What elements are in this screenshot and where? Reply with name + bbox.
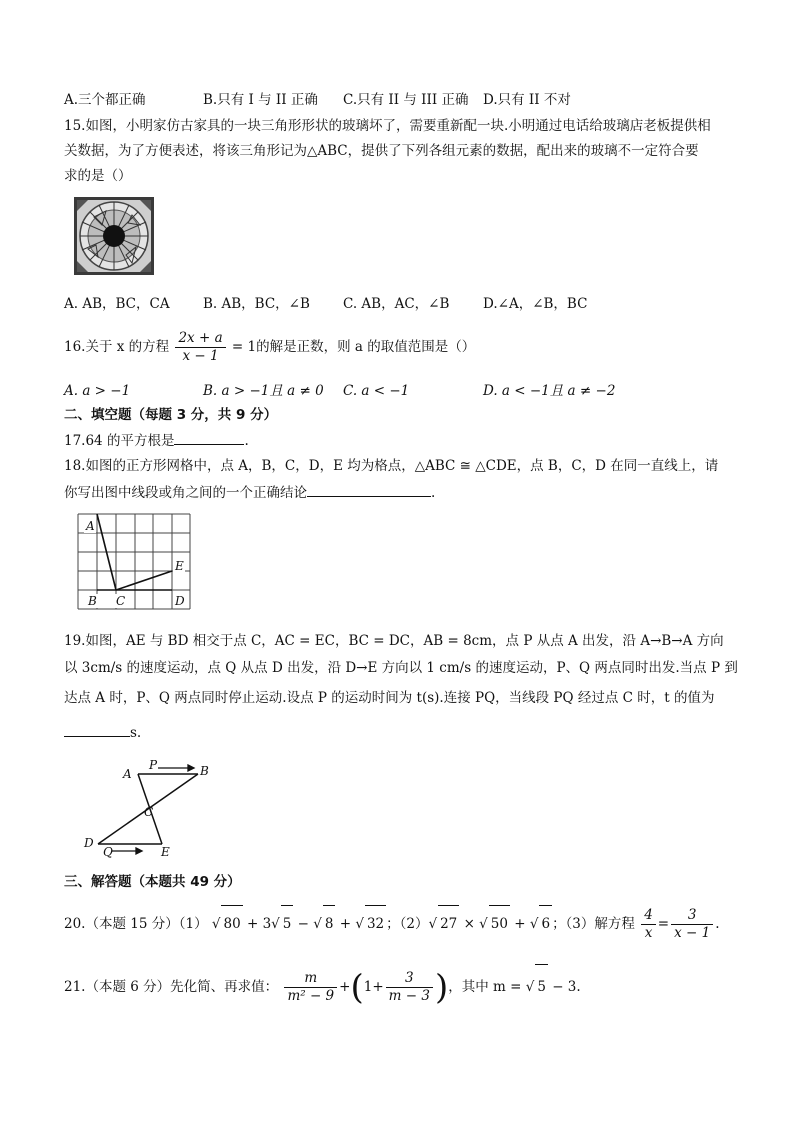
q15-options: [64, 294, 587, 314]
q19-figure: [76, 754, 226, 858]
q18-end: .: [431, 485, 436, 501]
q20-radicand-80: 80: [221, 905, 242, 942]
q18-label-c: C: [116, 594, 126, 608]
q21: 21.（本题 6 分）先化简、再求值： $\frac{m}{\text{m² − 9}}$ +(1+ $\frac{3}{m - 3}$ )，其中 m = √ 5 − 3.: [64, 964, 581, 1009]
q19-end: s.: [130, 725, 142, 741]
q14-option-a: A.三个都正确: [64, 92, 146, 108]
q14-option-c: C.只有 II 与 III 正确: [343, 92, 469, 108]
q19-label-d: D: [84, 836, 94, 850]
q16-fraction-numerator: 2x + a: [175, 330, 225, 348]
q18-line-1: 18.如图的正方形网格中，点 A，B，C，D，E 均为格点，△ABC ≅ △CDE，点 B，C，D 在同一直线上，请: [64, 458, 719, 474]
q20-radicand-50: 50: [489, 905, 510, 942]
q20-part-1: √ 80 + 3√ 5 − √ 8 + √ 32: [212, 916, 386, 932]
q20-radicand-6: 6: [539, 905, 552, 942]
q15-line-3: 求的是（）: [64, 168, 132, 184]
q19-answer-blank[interactable]: [64, 722, 130, 737]
q19-label-p: P: [149, 758, 158, 772]
q20-sep-2: ；（2）: [386, 916, 429, 932]
q19-label-b: B: [200, 764, 209, 778]
q16-suffix: = 1的解是正数，则 a 的取值范围是（）: [231, 339, 476, 355]
q20-part-2: √ 27 × √ 50 + √ 6: [428, 916, 552, 932]
q20-prefix: 20.（本题 15 分）（1）: [64, 916, 208, 932]
q20-sep-3: ；（3）解方程: [552, 916, 635, 932]
q19-label-e: E: [161, 845, 170, 858]
q16-option-b: B. a > −1且 a ≠ 0: [203, 383, 324, 399]
q18-label-b: B: [88, 594, 97, 608]
q19-line-3: 达点 A 时，P、Q 两点同时停止运动.设点 P 的运动时间为 t(s).连接 PQ，当线段 PQ 经过点 C 时，t 的值为: [64, 690, 715, 706]
q18-label-a: A: [86, 519, 95, 533]
q17-text: 17.64 的平方根是: [64, 433, 175, 449]
q15-option-c: C. AB，AC，∠B: [343, 296, 450, 312]
q20-radicand-5: 5: [281, 905, 294, 942]
q20-eq-left-num: 4: [641, 907, 656, 925]
q18-label-d: D: [175, 594, 185, 608]
q20-radicand-8: 8: [323, 905, 336, 942]
q18-line-2-text: 你写出图中线段或角之间的一个正确结论: [64, 485, 307, 501]
q15-glass-figure: [74, 197, 154, 275]
q20-eq-right-den: x − 1: [674, 925, 711, 941]
q18-answer-blank[interactable]: [307, 482, 431, 497]
q21-right-paren: ): [434, 967, 449, 1008]
q15-line-1: 15.如图，小明家仿古家具的一块三角形形状的玻璃坏了，需要重新配一块.小明通过电话给玻璃店老板提供相: [64, 118, 711, 134]
section-3-heading: 三、解答题（本题共 49 分）: [64, 874, 241, 890]
q18-line-2: [64, 482, 435, 503]
q17-answer-blank[interactable]: [174, 430, 244, 445]
q21-fraction-1-den: m² − 9: [287, 988, 335, 1004]
q19-answer-line: [64, 722, 141, 743]
q20-eq-right-fraction: [671, 907, 713, 942]
q20-eq-right-num: 3: [671, 907, 713, 925]
q15-option-b: B. AB，BC，∠B: [203, 296, 310, 312]
q21-fraction-1-num: m: [284, 970, 337, 988]
q21-tail: − 3.: [547, 979, 581, 995]
q17-end: .: [244, 433, 249, 449]
q21-inner-one: 1+: [363, 979, 384, 995]
q14-option-b: B.只有 I 与 II 正确: [203, 92, 318, 108]
q21-fraction-1: [284, 970, 337, 1005]
q14-option-d: D.只有 II 不对: [483, 92, 571, 108]
q15-line-2: 关数据，为了方便表述，将该三角形记为△ABC，提供了下列各组元素的数据，配出来的玻璃不一定符合要: [64, 143, 699, 159]
q21-left-paren: (: [350, 967, 364, 1008]
q18-label-e: E: [175, 559, 184, 573]
q14-options: [64, 90, 571, 110]
q16-fraction: [175, 330, 225, 365]
q21-fraction-2-num: 3: [386, 970, 433, 988]
q19-line-2: 以 3cm/s 的速度运动，点 Q 从点 D 出发，沿 D→E 方向以 1 cm/s 的速度运动，P、Q 两点同时出发.当点 P 到: [64, 660, 738, 676]
q20-radicand-27: 27: [438, 905, 459, 942]
q19-label-q: Q: [103, 845, 113, 858]
q20: 20.（本题 15 分）（1） √ 80 + 3√ 5 − √ 8 + √ 32 ；（2）√ 27 × √ 50 + √ 6 ；（3）解方程 $\frac{4}{x}$ = $\frac{3}{x - 1}$ .: [64, 907, 720, 941]
q18-grid-figure: [74, 510, 194, 612]
section-2-heading: 二、填空题（每题 3 分，共 9 分）: [64, 407, 278, 423]
q21-radicand: 5: [535, 964, 548, 1009]
q17: [64, 430, 249, 451]
q21-prefix: 21.（本题 6 分）先化简、再求值：: [64, 979, 279, 995]
q16-option-d: D. a < −1且 a ≠ −2: [483, 383, 616, 399]
q20-eq-left-fraction: [641, 907, 656, 942]
q21-suffix: ，其中 m =: [448, 979, 526, 995]
q16-option-a: A. a > −1: [64, 383, 131, 399]
q19-label-a: A: [123, 767, 132, 781]
q21-fraction-2-den: m − 3: [388, 988, 430, 1004]
q16-stem: [64, 328, 475, 366]
q20-radicand-32: 32: [365, 905, 386, 942]
q19-label-c: C: [144, 805, 154, 819]
q20-end: .: [715, 916, 720, 932]
q16-options: [64, 381, 615, 401]
q15-option-d: D.∠A，∠B，BC: [483, 296, 588, 312]
q20-eq-left-den: x: [644, 925, 653, 941]
q19-line-1: 19.如图，AE 与 BD 相交于点 C，AC = EC，BC = DC，AB = 8cm，点 P 从点 A 出发，沿 A→B→A 方向: [64, 633, 724, 649]
q21-fraction-2: [386, 970, 433, 1005]
q16-fraction-denominator: x − 1: [182, 348, 219, 364]
q16-prefix: 16.关于 x 的方程: [64, 339, 170, 355]
q16-option-c: C. a < −1: [343, 383, 410, 399]
q15-option-a: A. AB，BC，CA: [64, 296, 170, 312]
